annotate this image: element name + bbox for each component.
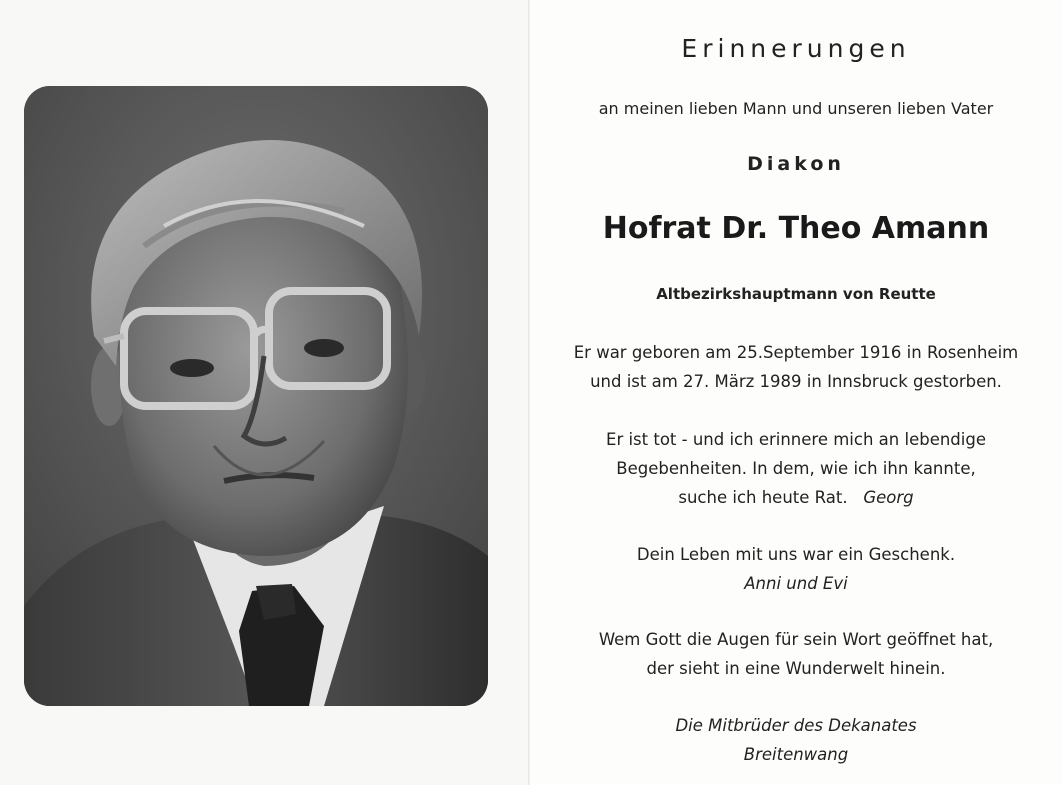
deceased-title: Diakon bbox=[747, 153, 845, 175]
closing-verse bbox=[530, 625, 1062, 683]
dedication-line: an meinen lieben Mann und unseren lieben Vater bbox=[598, 99, 994, 118]
verse-line: Wem Gott die Augen für sein Wort geöffnet hat, bbox=[598, 630, 994, 649]
birth-line: Er war geboren am 25.September 1916 in Rosenheim bbox=[573, 343, 1019, 362]
quote-line bbox=[530, 483, 1062, 512]
deceased-position: Altbezirkshauptmann von Reutte bbox=[656, 285, 936, 303]
card-heading: Erinnerungen bbox=[681, 34, 911, 63]
quote-anni-evi bbox=[530, 540, 1062, 598]
closing-signature bbox=[530, 711, 1062, 769]
quote-signature: Georg bbox=[863, 488, 914, 507]
quote-text: suche ich heute Rat. bbox=[678, 488, 848, 507]
verse-line: der sieht in eine Wunderwelt hinein. bbox=[646, 659, 946, 678]
quote-signature: Anni und Evi bbox=[744, 574, 848, 593]
portrait-illustration bbox=[24, 86, 488, 706]
portrait-photo bbox=[24, 86, 488, 706]
signature-line: Die Mitbrüder des Dekanates bbox=[675, 716, 917, 735]
quote-georg bbox=[530, 425, 1062, 512]
quote-line: Dein Leben mit uns war ein Geschenk. bbox=[636, 545, 956, 564]
birth-death-text bbox=[530, 338, 1062, 396]
quote-line: Begebenheiten. In dem, wie ich ihn kannte, bbox=[616, 459, 976, 478]
deceased-name: Hofrat Dr. Theo Amann bbox=[602, 211, 990, 246]
signature-line: Breitenwang bbox=[743, 745, 849, 764]
quote-line: Er ist tot - und ich erinnere mich an lebendige bbox=[606, 430, 986, 449]
death-line: und ist am 27. März 1989 in Innsbruck gestorben. bbox=[590, 372, 1002, 391]
